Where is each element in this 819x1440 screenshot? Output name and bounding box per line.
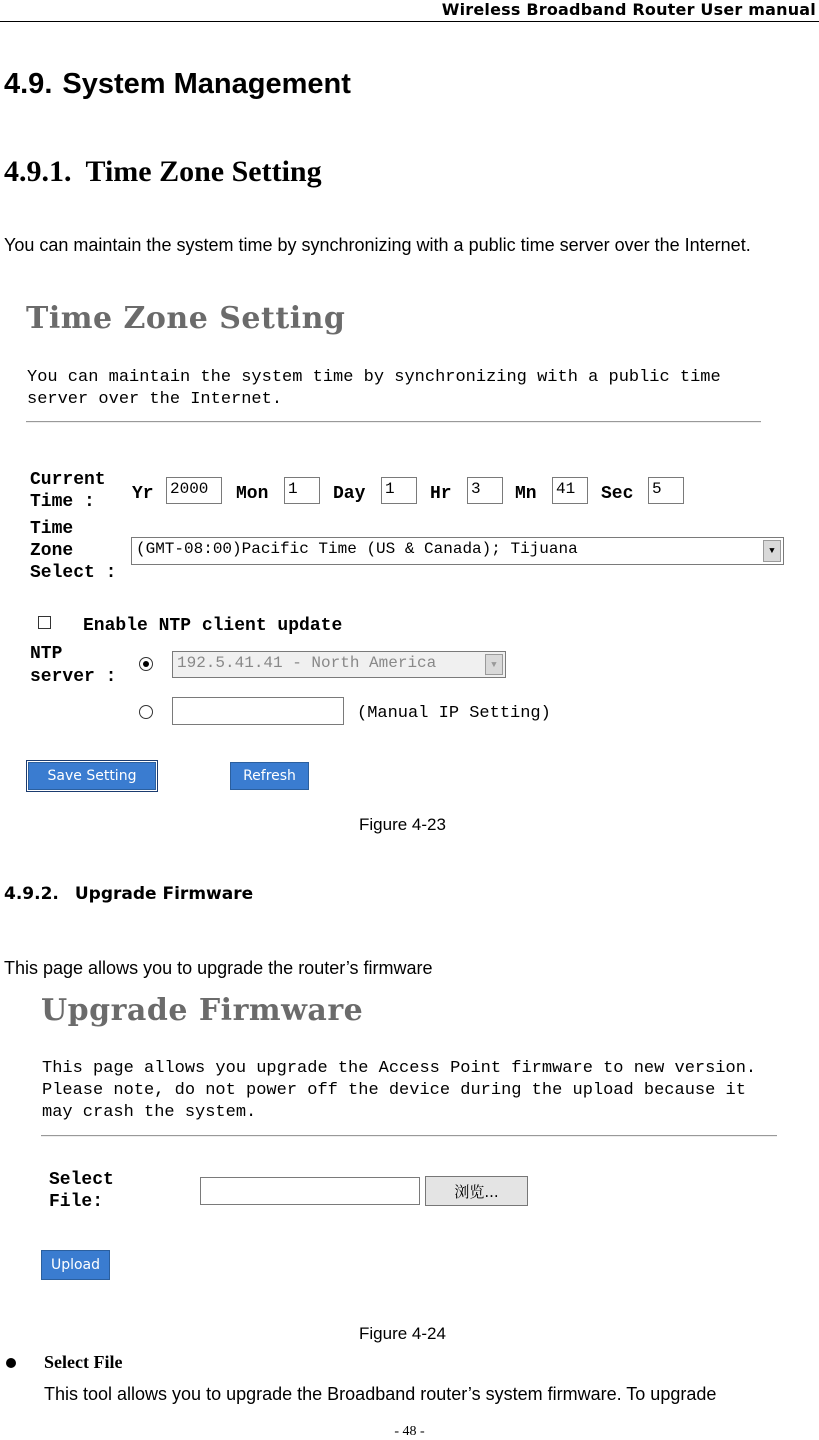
tz-label-line1: Time xyxy=(30,519,74,539)
upgrade-screen-title: Upgrade Firmware xyxy=(41,993,364,1028)
ntp-server-selected-value: 192.5.41.41 - North America xyxy=(177,654,437,672)
current-time-label-line2: Time : xyxy=(30,492,95,512)
save-setting-button[interactable]: Save Setting xyxy=(28,762,156,790)
refresh-button[interactable]: Refresh xyxy=(230,762,309,790)
current-time-label-line1: Current xyxy=(30,470,106,490)
minute-input[interactable]: 41 xyxy=(552,477,588,504)
ntp-server-manual-radio[interactable] xyxy=(139,705,153,719)
hour-input[interactable]: 3 xyxy=(467,477,503,504)
document-header: Wireless Broadband Router User manual xyxy=(441,0,816,19)
ntp-server-label-line2: server : xyxy=(30,667,117,687)
time-zone-select[interactable] xyxy=(131,537,784,565)
file-path-input[interactable] xyxy=(200,1177,420,1205)
subsection-number: 4.9.2. xyxy=(4,884,59,904)
figure-caption-4-24: Figure 4-24 xyxy=(359,1324,446,1343)
month-input[interactable]: 1 xyxy=(284,477,320,504)
tz-label-line3: Select : xyxy=(30,563,117,583)
page-number: - 48 - xyxy=(394,1424,425,1439)
section-title: System Management xyxy=(62,68,351,100)
browse-button[interactable]: 浏览... xyxy=(425,1176,528,1206)
figure-caption-4-23: Figure 4-23 xyxy=(359,815,446,834)
time-zone-selected-value: (GMT-08:00)Pacific Time (US & Canada); Tijuana xyxy=(136,540,578,558)
upgrade-desc-line3: may crash the system. xyxy=(42,1103,257,1122)
subsection-heading-time-zone xyxy=(4,155,322,189)
mn-label: Mn xyxy=(515,484,537,504)
yr-label: Yr xyxy=(132,484,154,504)
tz-screen-title: Time Zone Setting xyxy=(26,301,346,336)
ntp-server-preset-radio[interactable] xyxy=(139,657,153,671)
upgrade-intro: This page allows you to upgrade the router’s firmware xyxy=(4,958,433,978)
upgrade-desc-line1: This page allows you upgrade the Access Point firmware to new version. xyxy=(42,1059,757,1078)
subsection-title: Upgrade Firmware xyxy=(74,884,254,904)
ntp-server-select[interactable] xyxy=(172,651,506,678)
chevron-down-icon[interactable]: ▼ xyxy=(763,540,781,562)
intro-paragraph: You can maintain the system time by synchronizing with a public time server over the Internet. xyxy=(4,235,751,255)
select-file-label-line2: File: xyxy=(49,1192,104,1212)
manual-ip-input[interactable] xyxy=(172,697,344,725)
subsection-heading-upgrade xyxy=(4,884,253,904)
bullet-icon xyxy=(6,1358,16,1368)
bullet-text: This tool allows you to upgrade the Broadband router’s system firmware. To upgrade xyxy=(44,1384,717,1404)
enable-ntp-label: Enable NTP client update xyxy=(83,616,343,636)
day-input[interactable]: 1 xyxy=(381,477,417,504)
upgrade-desc-line2: Please note, do not power off the device during the upload because it xyxy=(42,1081,746,1100)
section-number: 4.9. xyxy=(4,68,53,100)
header-rule xyxy=(0,21,819,22)
upgrade-screen-divider xyxy=(41,1135,777,1137)
sec-label: Sec xyxy=(601,484,634,504)
second-input[interactable]: 5 xyxy=(648,477,684,504)
bullet-title: Select File xyxy=(44,1352,123,1372)
select-file-label-line1: Select xyxy=(49,1170,114,1190)
enable-ntp-checkbox[interactable] xyxy=(38,616,51,629)
ntp-server-label-line1: NTP xyxy=(30,644,63,664)
mon-label: Mon xyxy=(236,484,269,504)
tz-screen-desc-line2: server over the Internet. xyxy=(27,390,283,409)
subsection-title: Time Zone Setting xyxy=(85,155,322,188)
manual-ip-label: (Manual IP Setting) xyxy=(357,704,551,723)
radio-selected-dot xyxy=(143,661,149,667)
tz-screen-desc-line1: You can maintain the system time by synchronizing with a public time xyxy=(27,368,721,387)
hr-label: Hr xyxy=(430,484,452,504)
subsection-number: 4.9.1. xyxy=(4,155,72,188)
day-label: Day xyxy=(333,484,366,504)
chevron-down-icon[interactable]: ▼ xyxy=(485,654,503,675)
tz-screen-divider xyxy=(26,421,761,423)
upload-button[interactable]: Upload xyxy=(41,1250,110,1280)
tz-label-line2: Zone xyxy=(30,541,74,561)
year-input[interactable]: 2000 xyxy=(166,477,222,504)
section-heading xyxy=(4,68,351,101)
